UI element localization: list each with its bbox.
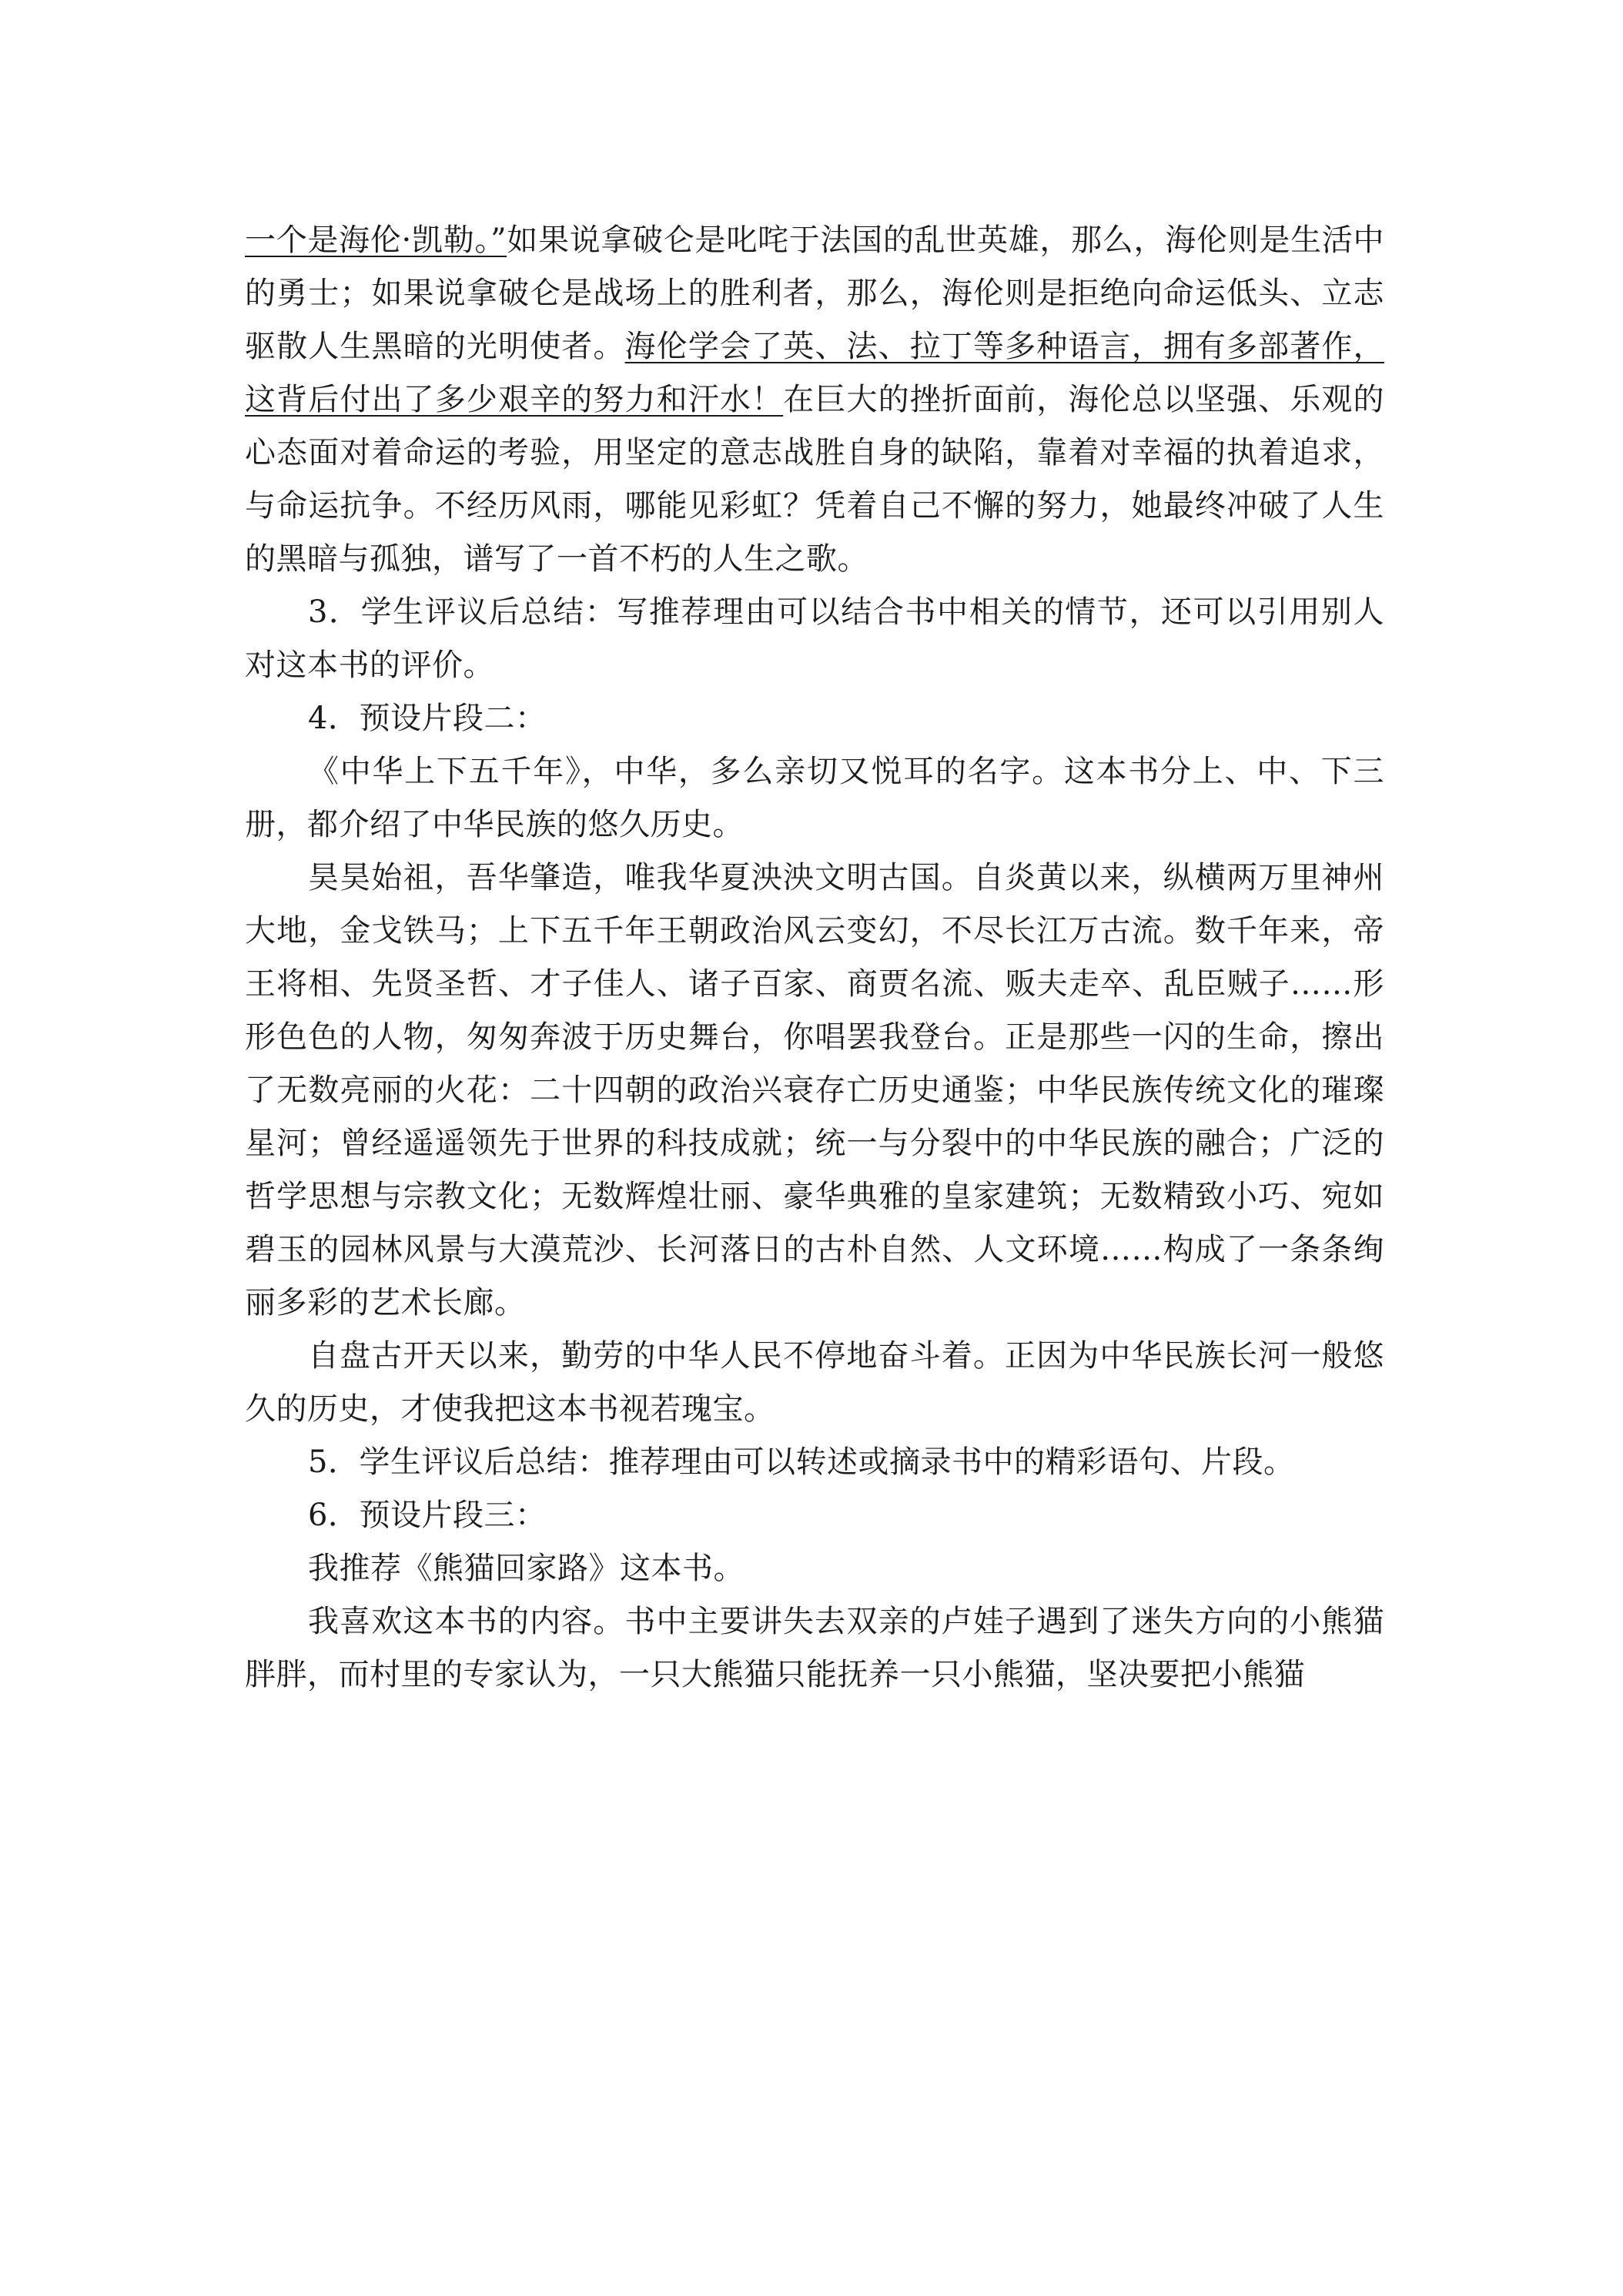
paragraph-helen-keller (245, 214, 1384, 586)
paragraph-text: 如果说拿破仑是叱咤于法国的乱世英雄，那么，海伦则是生活中的勇士；如果说拿破仑是战场上的胜利者，那么，海伦则是拒绝向命运低头、立志驱散人生黑暗的光明使者。 (245, 223, 1385, 364)
paragraph-history-description: 昊昊始祖，吾华肇造，唯我华夏泱泱文明古国。自炎黄以来，纵横两万里神州大地，金戈铁马；上下五千年王朝政治风云变幻，不尽长江万古流。数千年来，帝王将相、先贤圣哲、才子佳人、诸子百家、商贾名流、贩夫走卒、乱臣贼子……形形色色的人物，匆匆奔波于历史舞台，你唱罢我登台。正是那些一闪的生命，擦出了无数亮丽的火花：二十四朝的政治兴衰存亡历史通鉴；中华民族传统文化的璀璨星河；曾经遥遥领先于世界的科技成就；统一与分裂中的中华民族的融合；广泛的哲学思想与宗教文化；无数辉煌壮丽、豪华典雅的皇家建筑；无数精致小巧、宛如碧玉的园林风景与大漠荒沙、长河落日的古朴自然、人文环境……构成了一条条绚丽多彩的艺术长廊。 (245, 860, 1384, 1320)
underlined-phrase-helen-keller: 一个是海伦·凯勒。” (245, 223, 507, 258)
summary-point-3: 3．学生评议后总结：写推荐理由可以结合书中相关的情节，还可以引用别人对这本书的评价。 (245, 594, 1384, 683)
paragraph-text: 在巨大的挫折面前，海伦总以坚强、乐观的心态面对着命运的考验，用坚定的意志战胜自身的缺陷，靠着对幸福的执着追求，与命运抗争。不经历风雨，哪能见彩虹？凭着自己不懈的努力，她最终冲破了人生的黑暗与孤独，谱写了一首不朽的人生之歌。 (245, 382, 1385, 577)
underlined-sentence-languages: 海伦学会了英、法、拉丁等多种语言，拥有多部著作，这背后付出了多少艰辛的努力和汗水！ (245, 329, 1385, 417)
paragraph-history-conclusion: 自盘古开天以来，勤劳的中华人民不停地奋斗着。正因为中华民族长河一般悠久的历史，才使我把这本书视若瑰宝。 (245, 1338, 1384, 1427)
paragraph-book-intro: 《中华上下五千年》，中华，多么亲切又悦耳的名字。这本书分上、中、下三册，都介绍了中华民族的悠久历史。 (245, 754, 1384, 842)
paragraph-panda-content: 我喜欢这本书的内容。书中主要讲失去双亲的卢娃子遇到了迷失方向的小熊猫胖胖，而村里的专家认为，一只大熊猫只能抚养一只小熊猫，坚决要把小熊猫 (245, 1604, 1384, 1692)
paragraph-panda-recommendation: 我推荐《熊猫回家路》这本书。 (308, 1551, 745, 1586)
document-page (245, 214, 1384, 1702)
heading-preset-fragment-3: 6．预设片段三： (308, 1498, 547, 1533)
heading-preset-fragment-2: 4．预设片段二： (308, 701, 547, 736)
summary-point-5: 5．学生评议后总结：推荐理由可以转述或摘录书中的精彩语句、片段。 (308, 1444, 1295, 1480)
